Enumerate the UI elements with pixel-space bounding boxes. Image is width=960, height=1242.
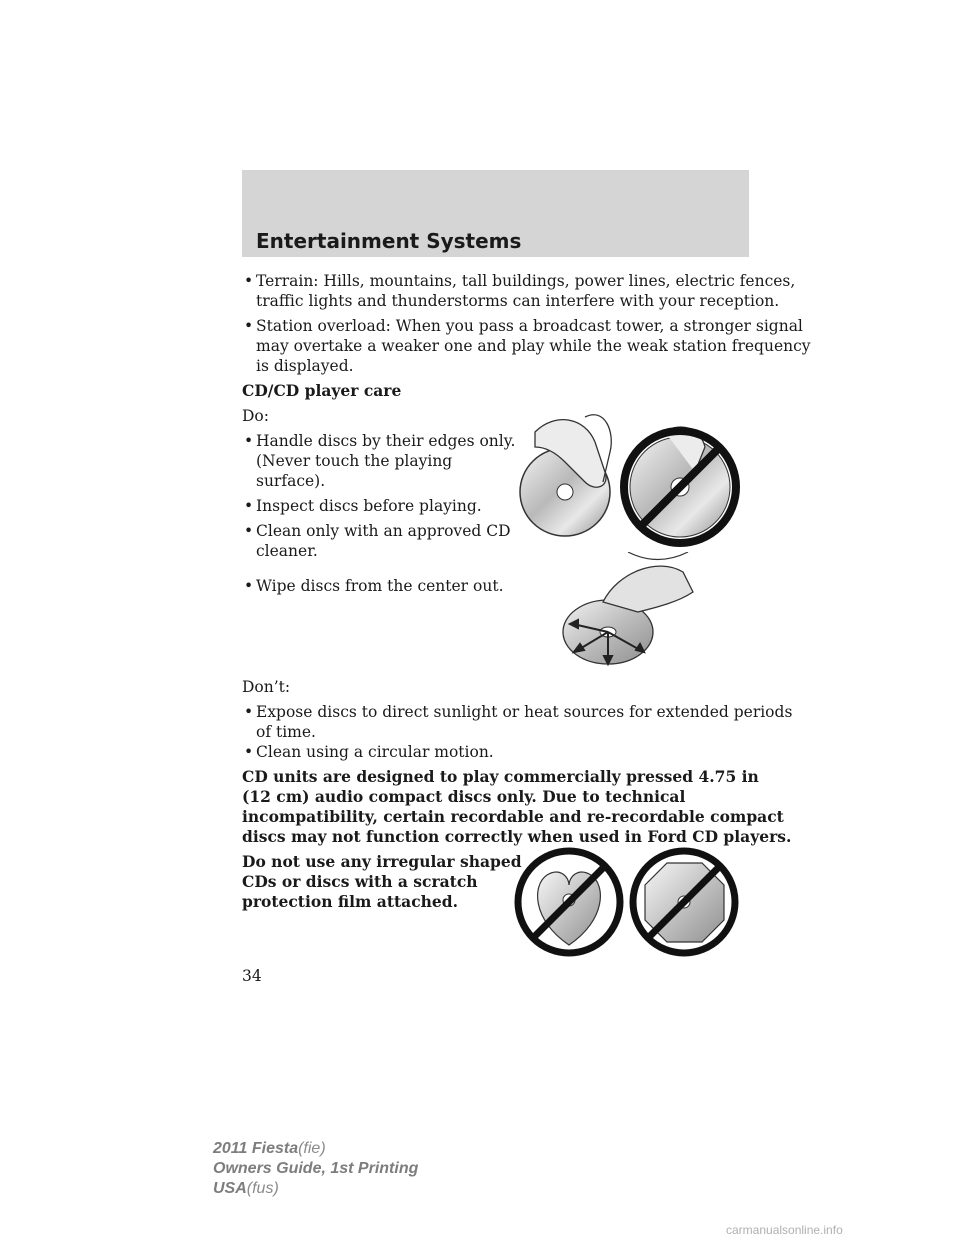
bullet-terrain-line2: traffic lights and thunderstorms can interfere with your reception. [256, 292, 780, 310]
bullet-glyph: • [244, 497, 254, 515]
bullet-overload-line3: is displayed. [256, 357, 354, 375]
notice-line: (12 cm) audio compact discs only. Due to technical [242, 787, 686, 806]
bullet-overload-line2: may overtake a weaker one and play while the weak station frequency [256, 337, 811, 355]
dont-item-expose-line2: of time. [256, 723, 316, 741]
care-heading: CD/CD player care [242, 381, 402, 400]
do-item-clean-line2: cleaner. [256, 542, 318, 560]
bullet-glyph: • [244, 703, 254, 721]
dont-item-circular: Clean using a circular motion. [256, 743, 494, 761]
section-title: Entertainment Systems [256, 229, 522, 253]
footer-market-line [213, 1179, 279, 1198]
bullet-terrain-line1: Terrain: Hills, mountains, tall buildings, power lines, electric fences, [256, 272, 796, 290]
shape-warning-line: protection film attached. [242, 892, 459, 911]
do-item-inspect: Inspect discs before playing. [256, 497, 482, 515]
dont-label: Don’t: [242, 678, 291, 696]
notice-line: CD units are designed to play commercially pressed 4.75 in [242, 767, 759, 786]
footer-market: USA [213, 1180, 247, 1197]
cd-compat-notice [242, 767, 791, 847]
disc-handling-illustration [515, 412, 755, 550]
shape-warning-line: Do not use any irregular shaped [242, 852, 522, 871]
notice-line: incompatibility, certain recordable and re-recordable compact [242, 807, 784, 826]
bullet-glyph: • [244, 522, 254, 540]
shape-warning [242, 852, 522, 912]
do-item-handle-line1: Handle discs by their edges only. [256, 432, 516, 450]
bullet-glyph: • [244, 317, 254, 335]
do-label: Do: [242, 407, 269, 425]
irregular-disc-prohibited-illustration [512, 845, 744, 960]
bullet-glyph: • [244, 432, 254, 450]
do-item-wipe: Wipe discs from the center out. [256, 577, 504, 595]
shape-warning-line: CDs or discs with a scratch [242, 872, 478, 891]
footer-model: 2011 Fiesta [213, 1140, 299, 1157]
dont-item-expose-line1: Expose discs to direct sunlight or heat sources for extended periods [256, 703, 793, 721]
notice-line: discs may not function correctly when used in Ford CD players. [242, 827, 792, 846]
watermark: carmanualsonline.info [726, 1223, 843, 1237]
do-item-handle-line2: (Never touch the playing [256, 452, 453, 470]
page-number: 34 [242, 967, 262, 985]
do-item-handle-line3: surface). [256, 472, 326, 490]
footer-model-code: (fie) [298, 1140, 326, 1157]
bullet-overload-line1: Station overload: When you pass a broadcast tower, a stronger signal [256, 317, 803, 335]
bullet-glyph: • [244, 577, 254, 595]
footer-model-line [213, 1139, 326, 1158]
bullet-glyph: • [244, 743, 254, 761]
disc-wiping-illustration [558, 552, 708, 668]
footer-market-code: (fus) [246, 1180, 279, 1197]
do-item-clean-line1: Clean only with an approved CD [256, 522, 511, 540]
footer-guide-line: Owners Guide, 1st Printing [213, 1160, 419, 1177]
bullet-glyph: • [244, 272, 254, 290]
